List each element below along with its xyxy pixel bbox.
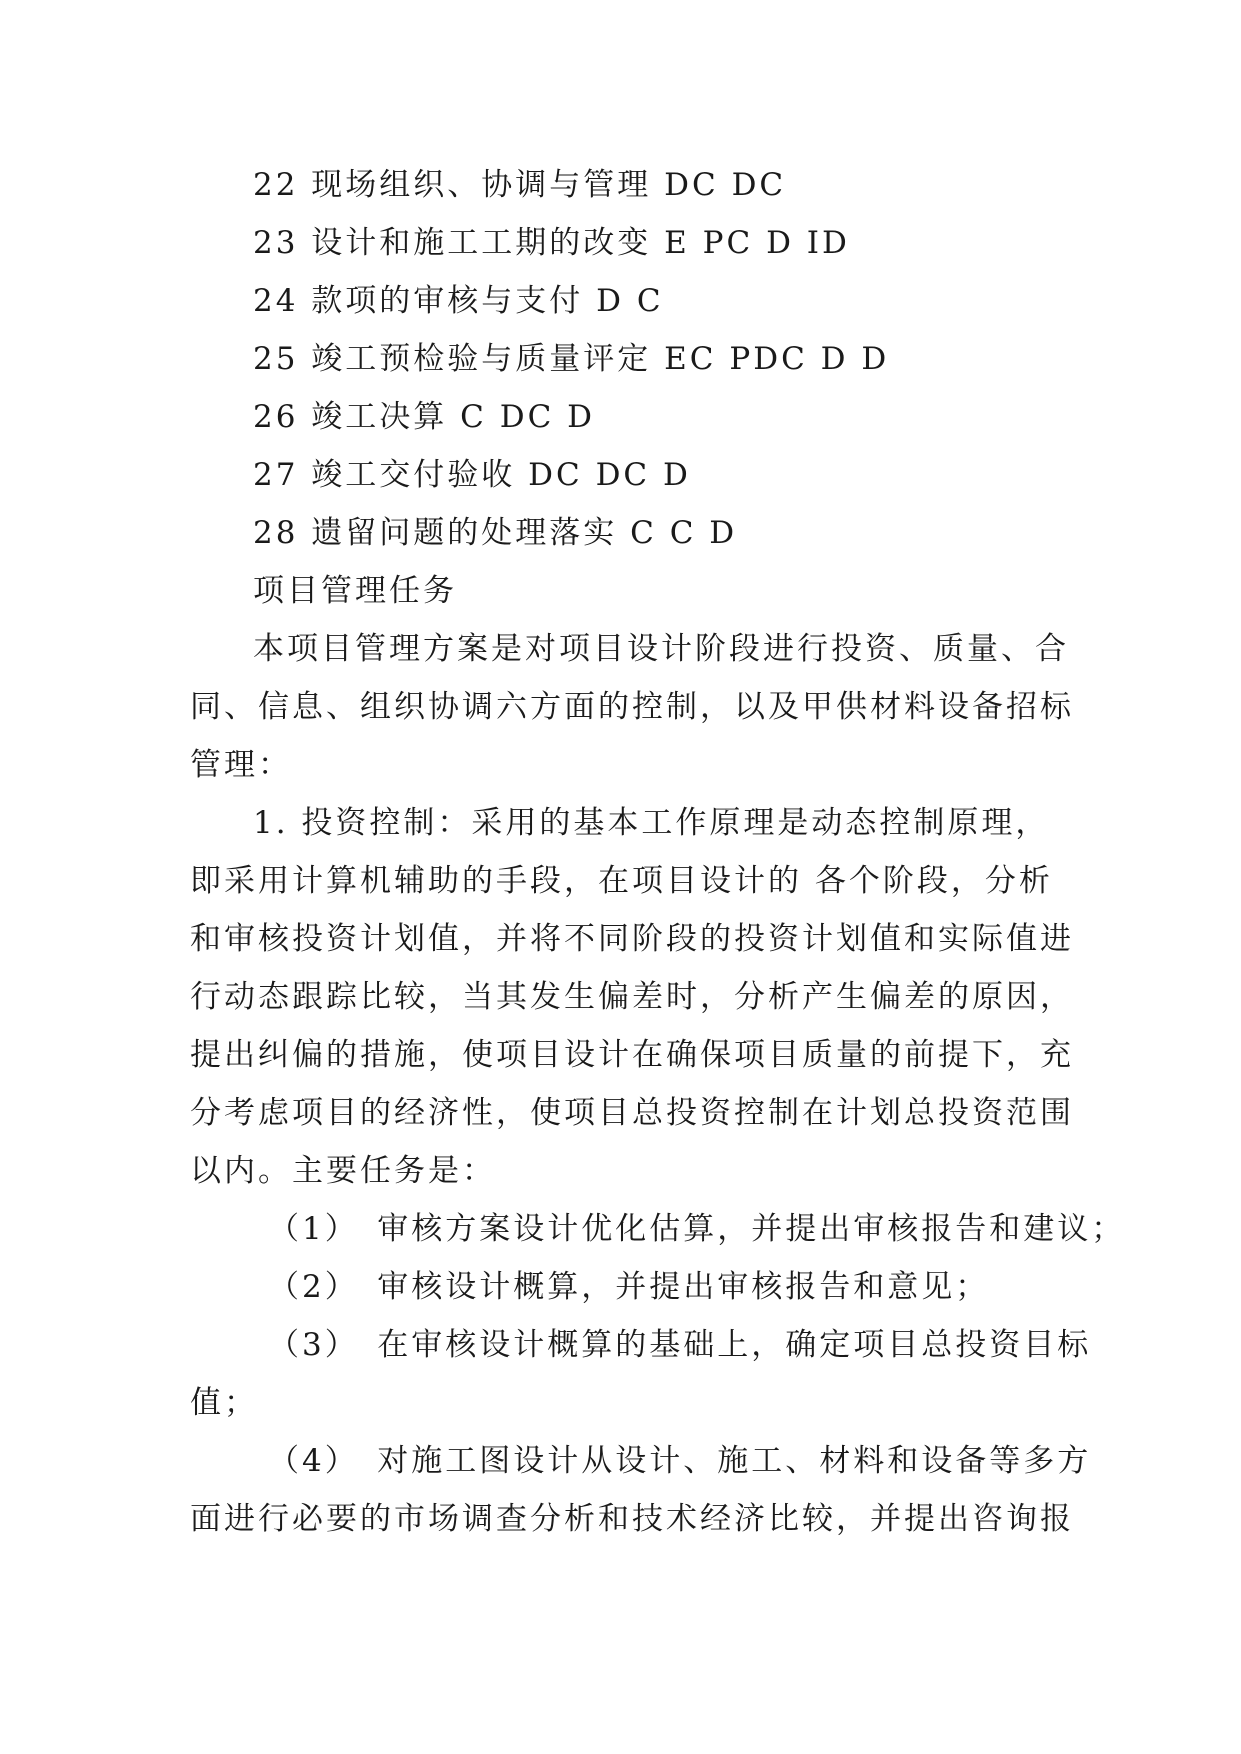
list-item: （1） 审核方案设计优化估算，并提出审核报告和建议； xyxy=(268,1211,1126,1247)
table-row-24: 24 款项的审核与支付 D C xyxy=(253,283,664,319)
table-row-27: 27 竣工交付验收 DC DC D xyxy=(253,457,691,493)
paragraph-line: 1. 投资控制：采用的基本工作原理是动态控制原理， xyxy=(253,805,1050,841)
table-row-26: 26 竣工决算 C DC D xyxy=(253,399,596,435)
list-item-continuation: 面进行必要的市场调查分析和技术经济比较，并提出咨询报 xyxy=(190,1501,1074,1537)
table-row-25: 25 竣工预检验与质量评定 EC PDC D D xyxy=(253,341,890,377)
table-row-23: 23 设计和施工工期的改变 E PC D ID xyxy=(253,225,850,261)
list-item: （2） 审核设计概算，并提出审核报告和意见； xyxy=(268,1269,990,1305)
list-item: （4） 对施工图设计从设计、施工、材料和设备等多方 xyxy=(268,1443,1092,1479)
section-heading: 项目管理任务 xyxy=(253,573,457,609)
paragraph-line: 管理： xyxy=(190,747,292,783)
list-item-continuation: 值； xyxy=(190,1385,258,1421)
table-row-22: 22 现场组织、协调与管理 DC DC xyxy=(253,167,787,203)
list-item: （3） 在审核设计概算的基础上，确定项目总投资目标 xyxy=(268,1327,1092,1363)
paragraph-line: 提出纠偏的措施，使项目设计在确保项目质量的前提下，充 xyxy=(190,1037,1074,1073)
paragraph-line: 行动态跟踪比较，当其发生偏差时，分析产生偏差的原因， xyxy=(190,979,1074,1015)
paragraph-line: 同、信息、组织协调六方面的控制，以及甲供材料设备招标 xyxy=(190,689,1074,725)
paragraph-line: 即采用计算机辅助的手段，在项目设计的 各个阶段，分析 xyxy=(190,863,1053,899)
table-row-28: 28 遗留问题的处理落实 C C D xyxy=(253,515,738,551)
paragraph-line: 分考虑项目的经济性，使项目总投资控制在计划总投资范围 xyxy=(190,1095,1074,1131)
paragraph-line: 和审核投资计划值，并将不同阶段的投资计划值和实际值进 xyxy=(190,921,1074,957)
paragraph-line: 以内。主要任务是： xyxy=(190,1153,496,1189)
paragraph-line: 本项目管理方案是对项目设计阶段进行投资、质量、合 xyxy=(253,631,1069,667)
